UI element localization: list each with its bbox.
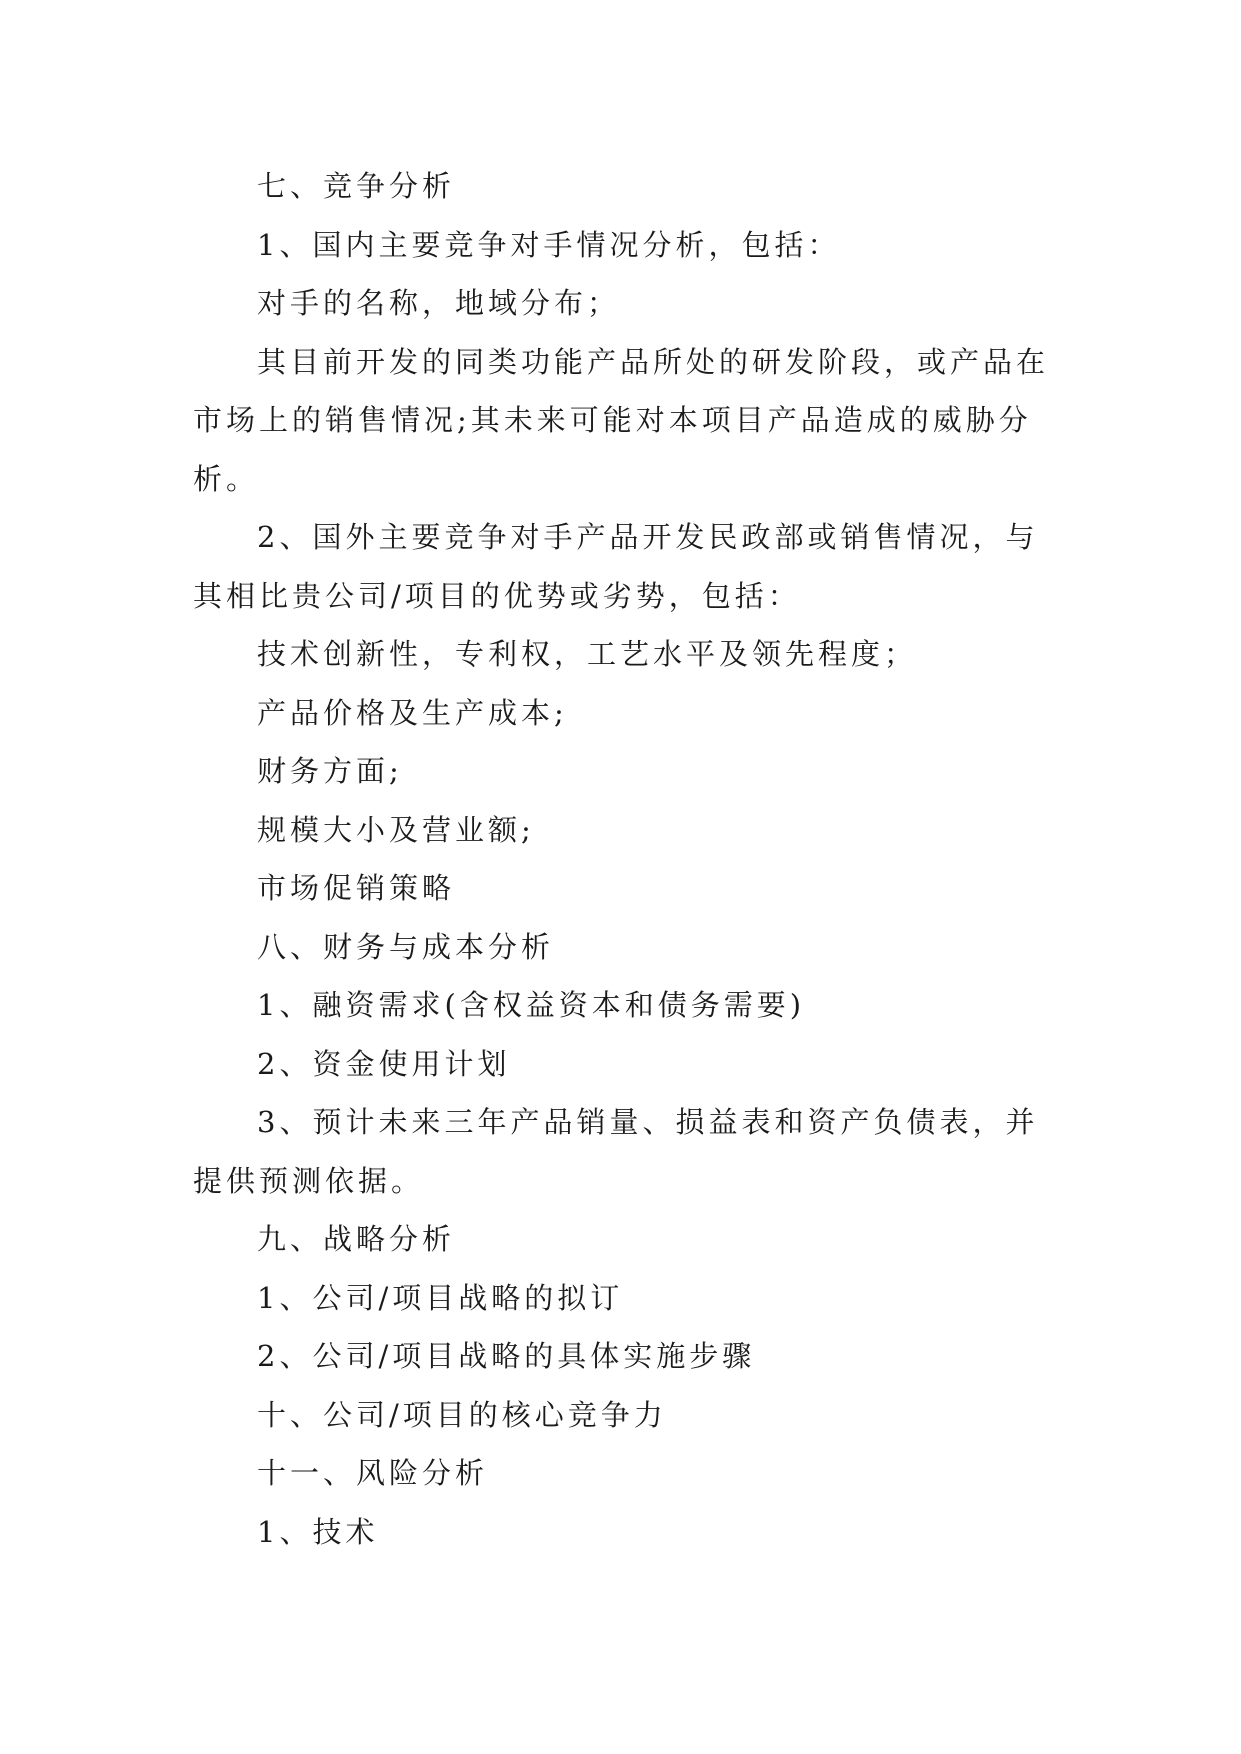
section-heading-competition: 七、竞争分析 <box>257 169 456 203</box>
document-body <box>193 157 1053 1561</box>
paragraph-line: 技术创新性，专利权，工艺水平及领先程度； <box>257 637 918 671</box>
section-heading-strategy: 九、战略分析 <box>257 1222 456 1256</box>
paragraph-line: 提供预测依据。 <box>193 1163 425 1198</box>
paragraph-line: 1、技术 <box>257 1514 379 1549</box>
paragraph-line: 市场促销策略 <box>257 871 456 905</box>
paragraph-line: 2、资金使用计划 <box>257 1046 511 1081</box>
paragraph-line: 1、公司/项目战略的拟订 <box>257 1280 624 1315</box>
section-heading-core-competence: 十、公司/项目的核心竞争力 <box>257 1397 667 1432</box>
paragraph-line: 2、公司/项目战略的具体实施步骤 <box>257 1339 756 1373</box>
paragraph-line: 2、国外主要竞争对手产品开发民政部或销售情况，与 <box>257 520 1039 554</box>
paragraph-line: 财务方面; <box>257 754 403 788</box>
paragraph-line: 产品价格及生产成本; <box>257 695 568 730</box>
paragraph-line: 其目前开发的同类功能产品所处的研发阶段，或产品在 <box>257 344 1050 379</box>
paragraph-line: 析。 <box>193 461 260 496</box>
paragraph-line: 1、国内主要竞争对手情况分析，包括： <box>257 227 841 262</box>
paragraph-line: 其相比贵公司/项目的优势或劣势，包括： <box>193 578 801 613</box>
section-heading-finance: 八、财务与成本分析 <box>257 929 555 964</box>
paragraph-line: 1、融资需求(含权益资本和债务需要) <box>257 988 806 1022</box>
paragraph-line: 对手的名称，地域分布； <box>257 286 621 320</box>
section-heading-risk: 十一、风险分析 <box>257 1456 489 1490</box>
paragraph-line: 市场上的销售情况;其未来可能对本项目产品造成的威胁分 <box>193 403 1032 437</box>
paragraph-line: 规模大小及营业额; <box>257 812 535 847</box>
paragraph-line: 3、预计未来三年产品销量、损益表和资产负债表，并 <box>257 1105 1039 1139</box>
